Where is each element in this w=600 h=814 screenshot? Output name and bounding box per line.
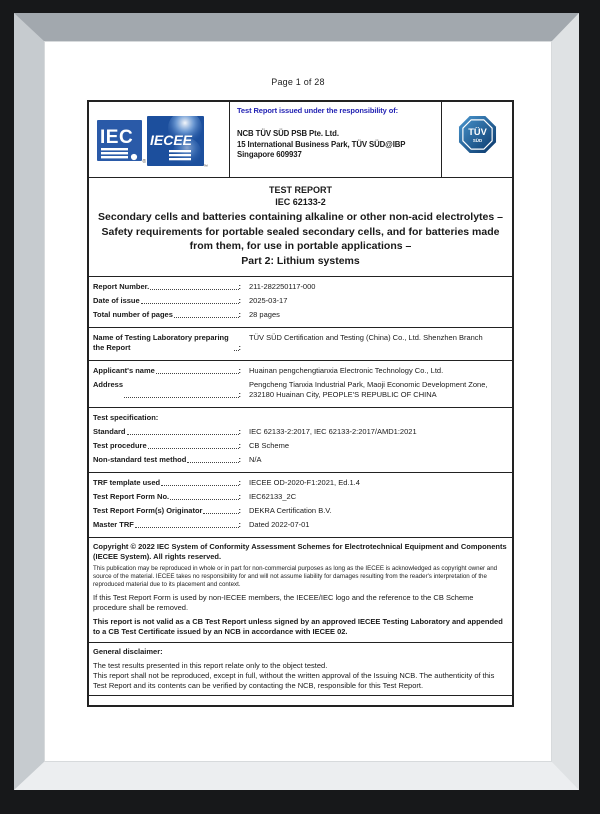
date-of-issue-row: Date of issue : 2025-03-17 [89, 296, 512, 306]
report-number-value: 211-282250117-000 [249, 282, 316, 291]
dotted-leader [203, 506, 238, 514]
dotted-leader [135, 520, 239, 528]
testing-lab-row: Name of Testing Laboratory preparing the Report : TÜV SÜD Certification and Testing (China) Co., Ltd. Shenzhen Branch [89, 333, 512, 353]
master-trf-value: Dated 2022-07-01 [249, 520, 310, 529]
svg-text:IEC: IEC [100, 127, 134, 148]
dotted-leader [141, 296, 239, 304]
ncb-name: NCB TÜV SÜD PSB Pte. Ltd. [237, 129, 339, 138]
non-standard-method-label: Non-standard test method [93, 455, 187, 464]
iec-logo-icon [97, 120, 146, 165]
originator-row: Test Report Form(s) Originator : DEKRA Certification B.V. [89, 506, 512, 516]
frame-mat [14, 13, 579, 790]
non-standard-method-value: N/A [249, 455, 262, 464]
dotted-leader [148, 441, 239, 449]
validity-notice: This report is not valid as a CB Test Report unless signed by an approved IECEE Testing Laboratory and appended to a CB Test Certificate issued by an NCB in accordance with IECEE 02. [93, 617, 503, 636]
dotted-leader [127, 427, 239, 435]
total-pages-label: Total number of pages [93, 310, 173, 319]
applicant-name-label: Applicant's name [93, 366, 155, 375]
test-procedure-row: Test procedure : CB Scheme [89, 441, 512, 451]
form-no-label: Test Report Form No. [93, 492, 170, 501]
test-procedure-label: Test procedure [93, 441, 147, 450]
applicant-address-label: Address [93, 380, 124, 389]
non-member-note: If this Test Report Form is used by non-IECEE members, the IECEE/IEC logo and the reference to the CB Scheme procedure shall be removed. [93, 593, 474, 612]
trf-template-row: TRF template used : IECEE OD-2020-F1:2021, Ed.1.4 [89, 478, 512, 488]
test-procedure-value: CB Scheme [249, 441, 290, 450]
report-info-group [89, 277, 512, 328]
date-of-issue-value: 2025-03-17 [249, 296, 288, 305]
test-spec-group [89, 408, 512, 473]
originator-label: Test Report Form(s) Originator [93, 506, 203, 515]
non-standard-method-row: Non-standard test method : N/A [89, 455, 512, 465]
title-block [89, 178, 512, 277]
applicant-name-row: Applicant's name : Huainan pengchengtianxia Electronic Technology Co., Ltd. [89, 366, 512, 376]
ncb-address-line2: Singapore 609937 [237, 150, 302, 160]
responsibility-title: Test Report issued under the responsibility of: [237, 106, 399, 115]
disclaimer-line2: This report shall not be reproduced, except in full, without the written approval of the Issuing NCB. The authenticity of this Test Report and its contents can be verified by contacting the NCB, responsible for this Test Report. [93, 671, 495, 690]
master-trf-label: Master TRF [93, 520, 134, 529]
trf-template-label: TRF template used [93, 478, 161, 487]
standard-row: Standard : IEC 62133-2:2017, IEC 62133-2:2017/AMD1:2021 [89, 427, 512, 437]
disclaimer-block [89, 643, 512, 696]
report-cover-table [87, 100, 514, 707]
ncb-address-line1: 15 International Business Park, TÜV SÜD@IBP [237, 139, 406, 149]
dotted-leader [161, 478, 238, 486]
report-heading: TEST REPORT [268, 185, 332, 195]
applicant-address-row: Address : Pengcheng Tianxia Industrial Park, Maoji Economic Development Zone, 232180 Huainan City, PEOPLE'S REPUBLIC OF CHINA [89, 380, 512, 400]
disclaimer-heading: General disclaimer: [93, 647, 163, 656]
dotted-leader [174, 310, 239, 318]
dotted-leader [156, 366, 239, 374]
total-pages-value: 28 pages [249, 310, 280, 319]
applicant-name-value: Huainan pengchengtianxia Electronic Technology Co., Ltd. [249, 366, 444, 375]
dotted-leader [170, 492, 238, 500]
copyright-fine-print: This publication may be reproduced in whole or in part for non-commercial purposes as long as the IECEE is acknowledged as copyright owner and source of the material. IECEE takes no responsibility for and will not assume liability for damages resulting from the reader's interpretation of the reproduced material due to its placement and context. [93, 565, 498, 588]
trf-template-value: IECEE OD-2020-F1:2021, Ed.1.4 [249, 478, 360, 487]
page-indicator: Page 1 of 28 [271, 77, 325, 87]
master-trf-row: Master TRF : Dated 2022-07-01 [89, 520, 512, 530]
tuv-cell [442, 102, 512, 177]
report-number-label: Report Number. [93, 282, 150, 291]
tuv-sud-logo-icon [458, 115, 497, 157]
svg-text:TÜV: TÜV [467, 126, 487, 137]
logos-cell [89, 102, 230, 177]
registered-mark: ® [142, 159, 146, 165]
standard-value: IEC 62133-2:2017, IEC 62133-2:2017/AMD1:2021 [249, 427, 417, 436]
issuer-cell [230, 102, 442, 177]
empty-row [89, 696, 512, 705]
svg-text:SÜD: SÜD [472, 137, 482, 143]
trademark-mark: ™ [203, 163, 208, 170]
applicant-group [89, 361, 512, 408]
testing-lab-group [89, 328, 512, 361]
header-row [89, 102, 512, 178]
standard-part: Part 2: Lithium systems [241, 254, 360, 267]
applicant-address-value: Pengcheng Tianxia Industrial Park, Maoji Economic Development Zone, 232180 Huainan City, PEOPLE'S REPUBLIC OF CHINA [249, 380, 488, 399]
total-pages-row: Total number of pages : 28 pages [89, 310, 512, 320]
dotted-leader [124, 380, 238, 398]
standard-label: Standard [93, 427, 126, 436]
copyright-block [89, 538, 512, 643]
svg-text:IECEE: IECEE [150, 131, 193, 148]
originator-value: DEKRA Certification B.V. [249, 506, 332, 515]
iecee-logo-icon [147, 116, 208, 170]
dotted-leader [150, 282, 238, 290]
copyright-notice: Copyright © 2022 IEC System of Conformity Assessment Schemes for Electrotechnical Equipment and Components (IECEE System). All rights reserved. [93, 542, 507, 561]
testing-lab-label: Name of Testing Laboratory preparing the Report [93, 333, 229, 352]
document-page [45, 42, 551, 761]
form-no-row: Test Report Form No. : IEC62133_2C [89, 492, 512, 502]
testing-lab-value: TÜV SÜD Certification and Testing (China) Co., Ltd. Shenzhen Branch [249, 333, 483, 342]
report-number-row: Report Number. : 211-282250117-000 [89, 282, 512, 292]
date-of-issue-label: Date of issue [93, 296, 140, 305]
standard-title: Secondary cells and batteries containing alkaline or other non-acid electrolytes – Safety requirements for portable sealed secondary cells, and for batteries made from them, for use in portable applications – [98, 211, 503, 252]
test-spec-heading: Test specification: [93, 413, 159, 422]
trf-group [89, 473, 512, 538]
form-no-value: IEC62133_2C [249, 492, 297, 501]
disclaimer-line1: The test results presented in this report relate only to the object tested. [93, 661, 328, 670]
dotted-leader [187, 455, 238, 463]
standard-number: IEC 62133-2 [275, 197, 326, 207]
